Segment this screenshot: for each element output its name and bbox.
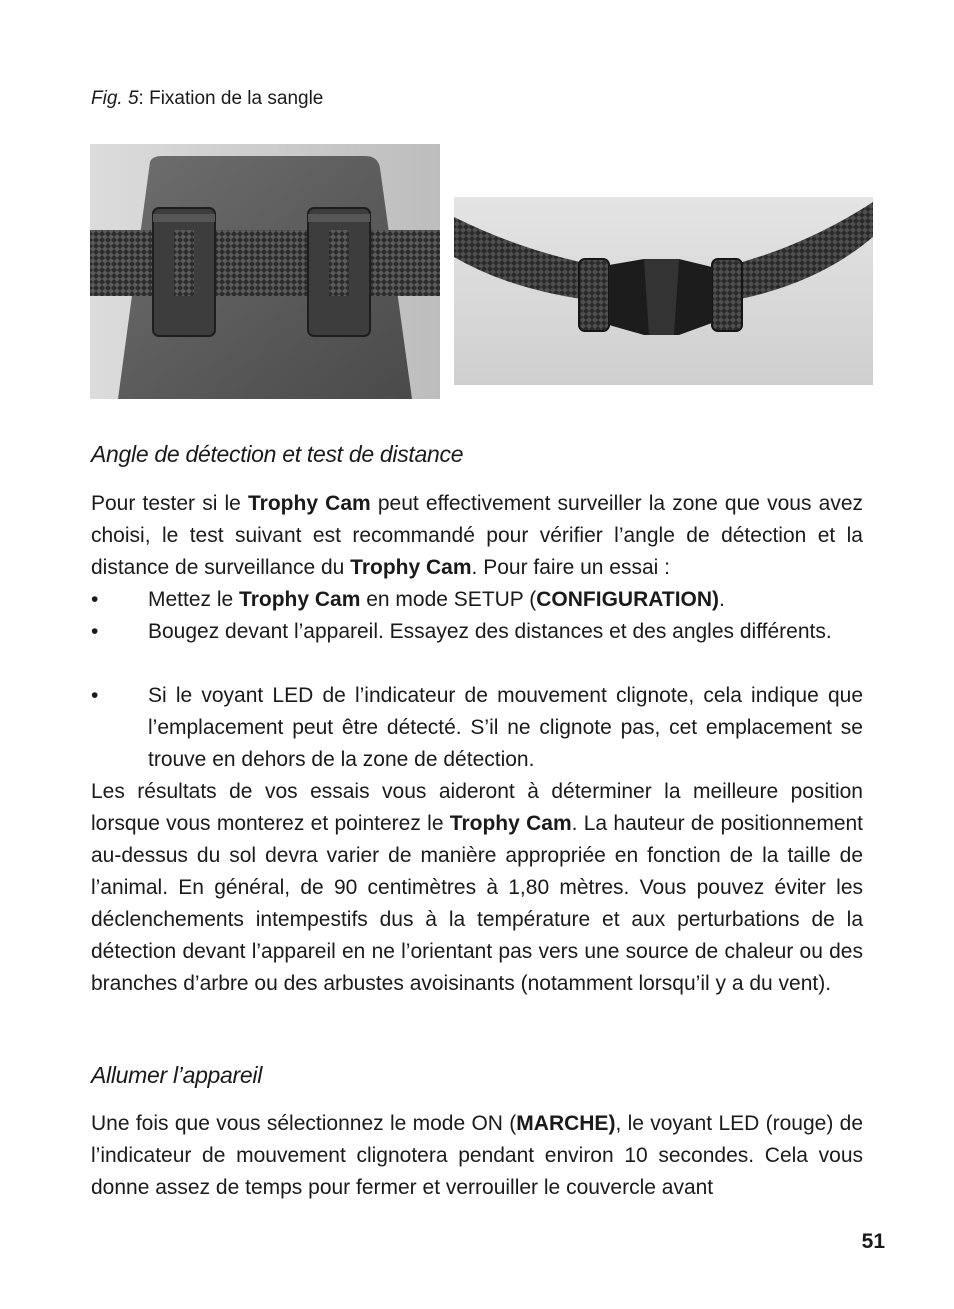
- section-heading-detection: Angle de détection et test de distance: [91, 441, 464, 467]
- section-heading-power-on: Allumer l’appareil: [91, 1062, 263, 1088]
- page-number: 51: [861, 1230, 885, 1253]
- figure-caption: [91, 88, 323, 110]
- camera-strap-photo: [90, 144, 440, 399]
- figure-label: Fig. 5: [91, 88, 139, 109]
- intro-paragraph: Pour tester si le Trophy Cam peut effectivement surveiller la zone que vous avez choisi, le test suivant est recommandé pour vérifier l’angle de détection et la distance de surveillance du Trophy Cam. Pour faire un essai :: [91, 492, 863, 579]
- figure-title: : Fixation de la sangle: [138, 88, 324, 109]
- power-on-paragraph: Une fois que vous sélectionnez le mode ON (MARCHE), le voyant LED (rouge) de l’indicateur de mouvement clignotera pendant environ 10 secondes. Cela vous donne assez de temps pour fermer et verrouiller le couvercle avant: [91, 1112, 863, 1199]
- buckle-strap-photo: [454, 197, 873, 385]
- results-paragraph: Les résultats de vos essais vous aideront à déterminer la meilleure position lorsque vous monterez et pointerez le Trophy Cam. La hauteur de positionnement au-dessus du sol devra varier de manière appropriée en fonction de la taille de l’animal. En général, de 90 centimètres à 1,80 mètres. Vous pouvez éviter les déclenchements intempestifs dus à la température et aux perturbations de la détection devant l’appareil en ne l’orientant pas vers une source de chaleur ou des branches d’arbre ou des arbustes avoisinants (notamment lorsqu’il y a du vent).: [91, 780, 864, 995]
